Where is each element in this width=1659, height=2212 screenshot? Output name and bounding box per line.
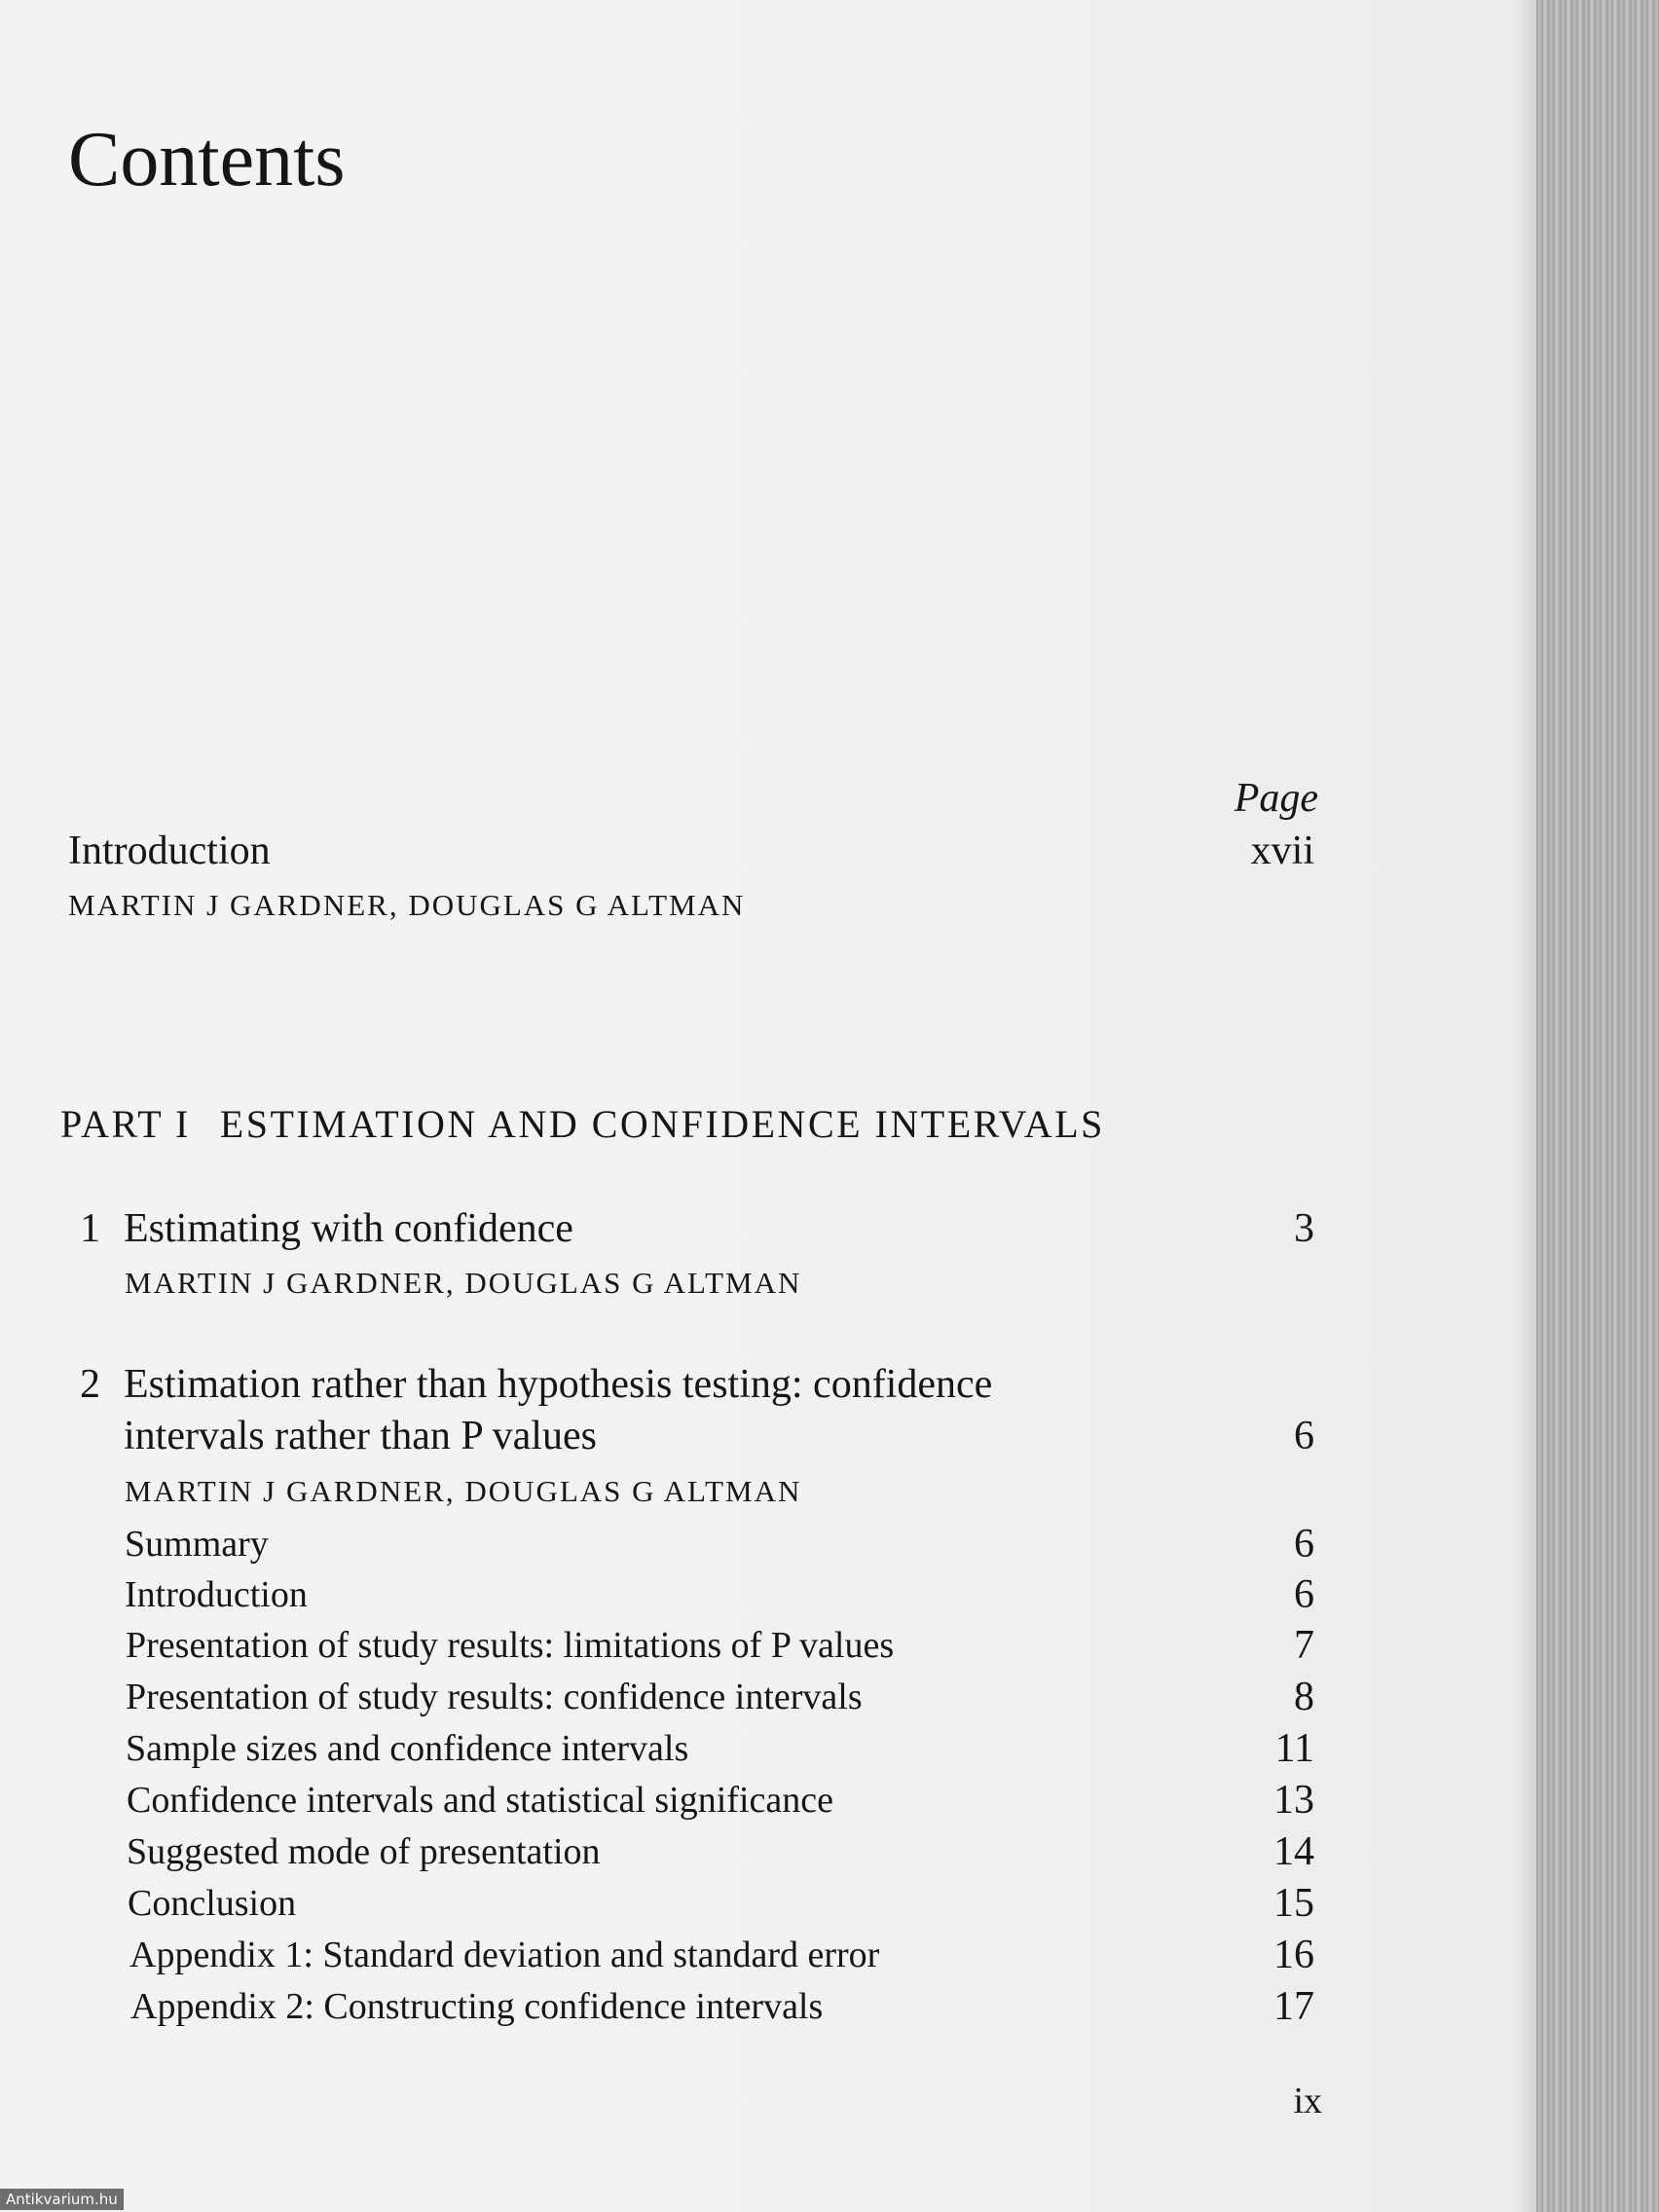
section-page: 7 — [1294, 1623, 1314, 1668]
contents-heading: Contents — [68, 117, 346, 203]
chapter-1-page: 3 — [1294, 1206, 1314, 1251]
chapter-2-title-line-2: intervals rather than P values — [124, 1414, 597, 1458]
part-heading — [60, 1100, 1105, 1149]
section-page: 13 — [1273, 1778, 1314, 1823]
chapter-1-authors: MARTIN J GARDNER, DOUGLAS G ALTMAN — [125, 1266, 802, 1300]
introduction-title: Introduction — [68, 829, 271, 873]
section-title: Suggested mode of presentation — [127, 1831, 601, 1872]
chapter-2-page: 6 — [1294, 1414, 1314, 1458]
section-page: 6 — [1294, 1522, 1314, 1567]
section-page: 8 — [1294, 1675, 1314, 1719]
section-title: Presentation of study results: confidence intervals — [126, 1677, 863, 1717]
section-title: Appendix 1: Standard deviation and standard error — [129, 1935, 880, 1975]
section-page: 6 — [1294, 1572, 1314, 1617]
page-column-label: Page — [1234, 776, 1318, 821]
section-page: 15 — [1273, 1881, 1314, 1926]
chapter-2-title-line-1: Estimation rather than hypothesis testing: confidence — [124, 1362, 993, 1407]
section-page: 11 — [1274, 1726, 1314, 1771]
page-folio: ix — [1293, 2081, 1322, 2121]
chapter-1-number: 1 — [80, 1206, 100, 1251]
section-title: Sample sizes and confidence intervals — [126, 1728, 689, 1769]
introduction-page: xvii — [1250, 829, 1314, 873]
part-title: ESTIMATION AND CONFIDENCE INTERVALS — [219, 1102, 1105, 1146]
chapter-2-number: 2 — [80, 1362, 100, 1407]
chapter-2-authors: MARTIN J GARDNER, DOUGLAS G ALTMAN — [125, 1474, 802, 1508]
section-page: 17 — [1273, 1984, 1314, 2029]
section-page: 16 — [1273, 1933, 1314, 1977]
watermark-label: Antikvarium.hu — [0, 2189, 124, 2210]
section-title: Confidence intervals and statistical significance — [127, 1780, 833, 1821]
part-label: PART I — [60, 1102, 191, 1146]
section-page: 14 — [1273, 1829, 1314, 1874]
section-title: Presentation of study results: limitations of P values — [126, 1625, 895, 1666]
section-title: Appendix 2: Constructing confidence intervals — [130, 1986, 824, 2027]
introduction-authors: MARTIN J GARDNER, DOUGLAS G ALTMAN — [68, 888, 746, 922]
section-title: Summary — [125, 1524, 269, 1565]
background-surface — [1536, 0, 1659, 2212]
section-title: Introduction — [125, 1574, 308, 1615]
chapter-1-title: Estimating with confidence — [124, 1206, 573, 1251]
section-title: Conclusion — [128, 1883, 297, 1924]
